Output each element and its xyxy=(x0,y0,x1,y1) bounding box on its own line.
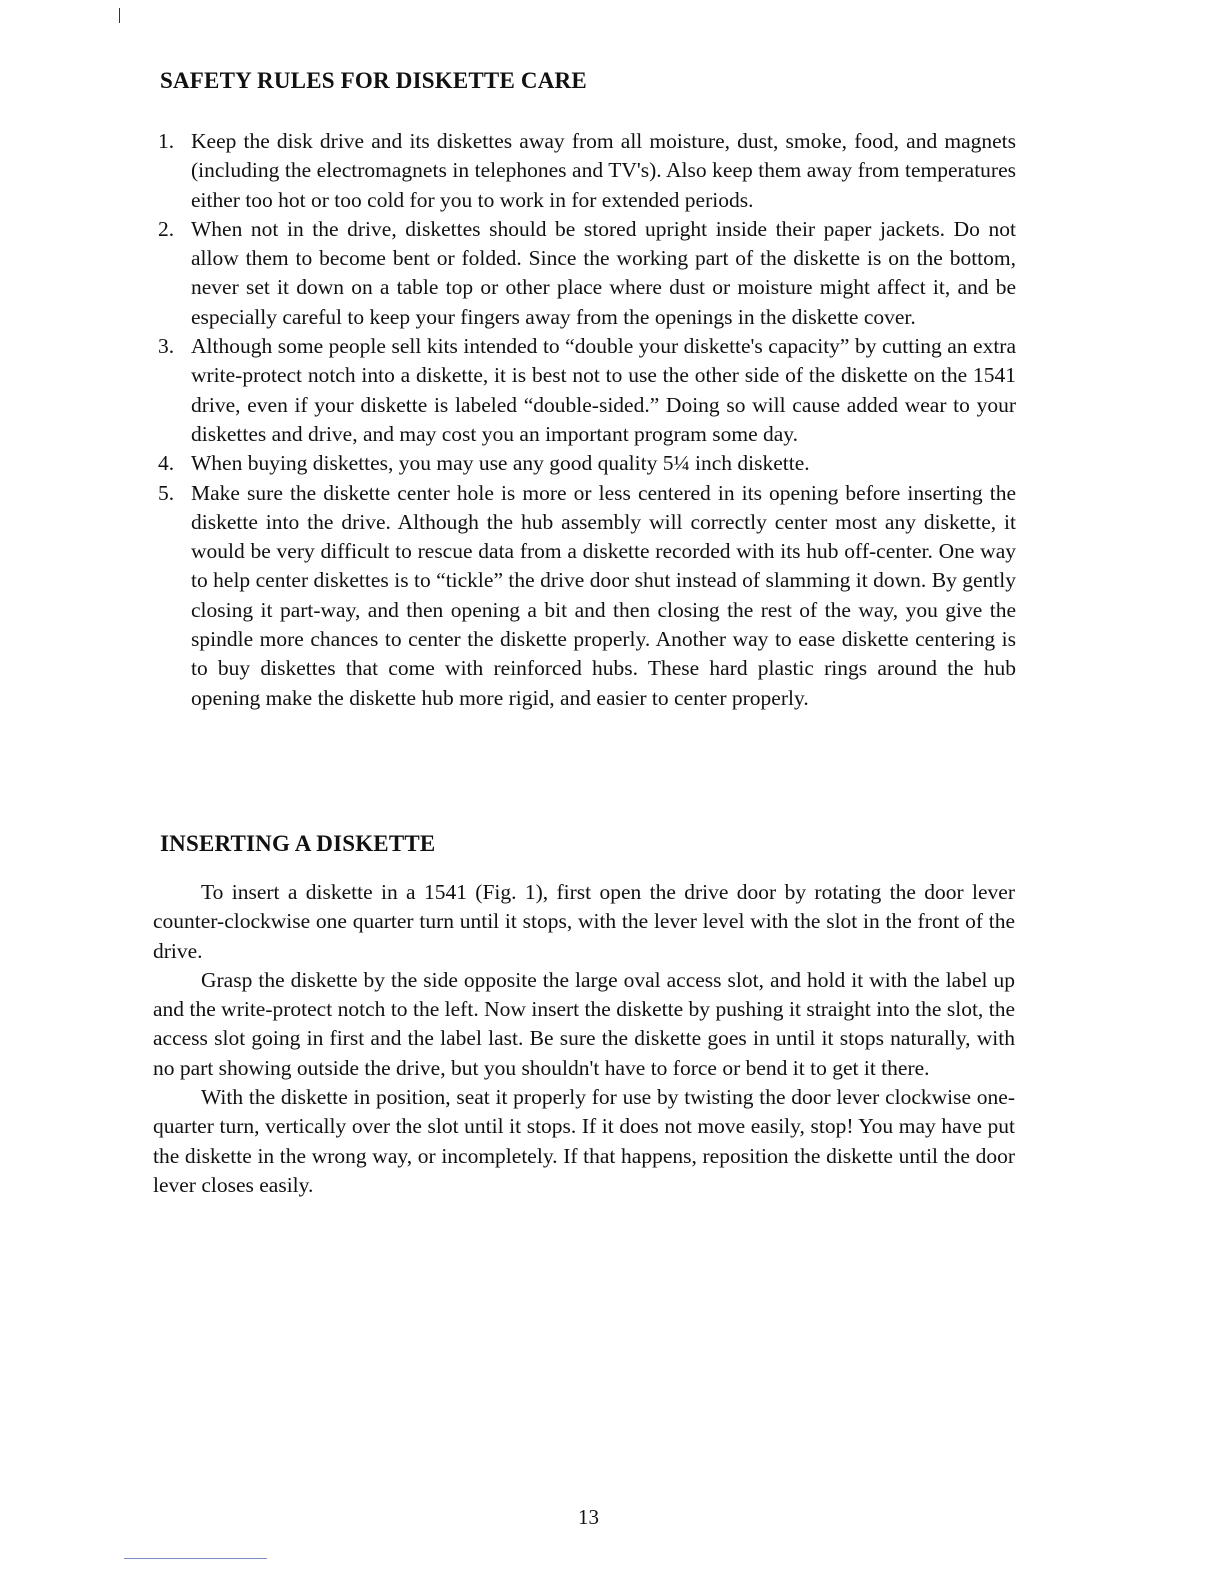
rule-number: 1. xyxy=(158,129,175,153)
rule-text: When buying diskettes, you may use any good quality 5¼ inch diskette. xyxy=(191,451,810,476)
page-number: 13 xyxy=(578,1505,599,1529)
paragraph: Grasp the diskette by the side opposite the large oval access slot, and hold it with the label up and the write-protect notch to the left. Now insert the diskette by pushing it straight into the slot, the access slot going in first and the label last. Be sure the diskette goes in until it stops naturally, with no part showing outside the drive, but you shouldn't have to force or bend it to get it there. xyxy=(153,967,1015,1080)
safety-rules-heading: SAFETY RULES FOR DISKETTE CARE xyxy=(160,68,587,93)
paragraph: To insert a diskette in a 1541 (Fig. 1), first open the drive door by rotating the door lever counter-clockwise one quarter turn until it stops, with the lever level with the slot in the front of the drive. xyxy=(153,880,1015,963)
rule-item xyxy=(158,215,1016,332)
rule-text: Keep the disk drive and its diskettes away from all moisture, dust, smoke, food, and magnets (including the electromagnets in telephones and TV's). Also keep them away from temperatures either too hot or too cold for you to work in for extended periods. xyxy=(191,129,1016,212)
inserting-diskette-heading: INSERTING A DISKETTE xyxy=(160,831,436,856)
rule-item xyxy=(158,479,1016,713)
rule-number: 3. xyxy=(158,334,175,359)
rule-item xyxy=(158,127,1016,215)
paragraph: With the diskette in position, seat it properly for use by twisting the door lever clockwise one-quarter turn, vertically over the slot until it stops. If it does not move easily, stop! You may have put the diskette in the wrong way, or incompletely. If that happens, reposition the diskette until the door lever closes easily. xyxy=(153,1085,1015,1197)
rule-text: Although some people sell kits intended to “double your diskette's capacity” by cutting an extra write-protect notch into a diskette, it is best not to use the other side of the diskette on the 1541 drive, even if your diskette is labeled “double-sided.” Doing so will cause added wear to your diskettes and drive, and may cost you an important program some day. xyxy=(191,334,1016,446)
rule-number: 4. xyxy=(158,451,175,476)
rule-number: 2. xyxy=(158,216,175,241)
inserting-instructions xyxy=(153,878,1015,1200)
scan-mark xyxy=(119,8,120,23)
safety-rules-list xyxy=(158,127,1016,713)
rule-item xyxy=(158,449,1016,478)
rule-text: Make sure the diskette center hole is more or less centered in its opening before inserting the diskette into the drive. Although the hub assembly will correctly center most any diskette, it would be very difficult to rescue data from a diskette recorded with its hub off-center. One way to help center diskettes is to “tickle” the drive door shut instead of slamming it down. By gently closing it part-way, and then opening a bit and then closing the rest of the way, you give the spindle more chances to center the diskette properly. Another way to ease diskette centering is to buy diskettes that come with reinforced hubs. These hard plastic rings around the hub opening make the diskette hub more rigid, and easier to center properly. xyxy=(191,480,1016,710)
divider xyxy=(124,1558,267,1559)
rule-number: 5. xyxy=(158,480,175,505)
rule-item xyxy=(158,332,1016,449)
rule-text: When not in the drive, diskettes should be stored upright inside their paper jackets. Do not allow them to become bent or folded. Since the working part of the diskette is on the bottom, never set it down on a table top or other place where dust or moisture might affect it, and be especially careful to keep your fingers away from the openings in the diskette cover. xyxy=(191,216,1016,329)
